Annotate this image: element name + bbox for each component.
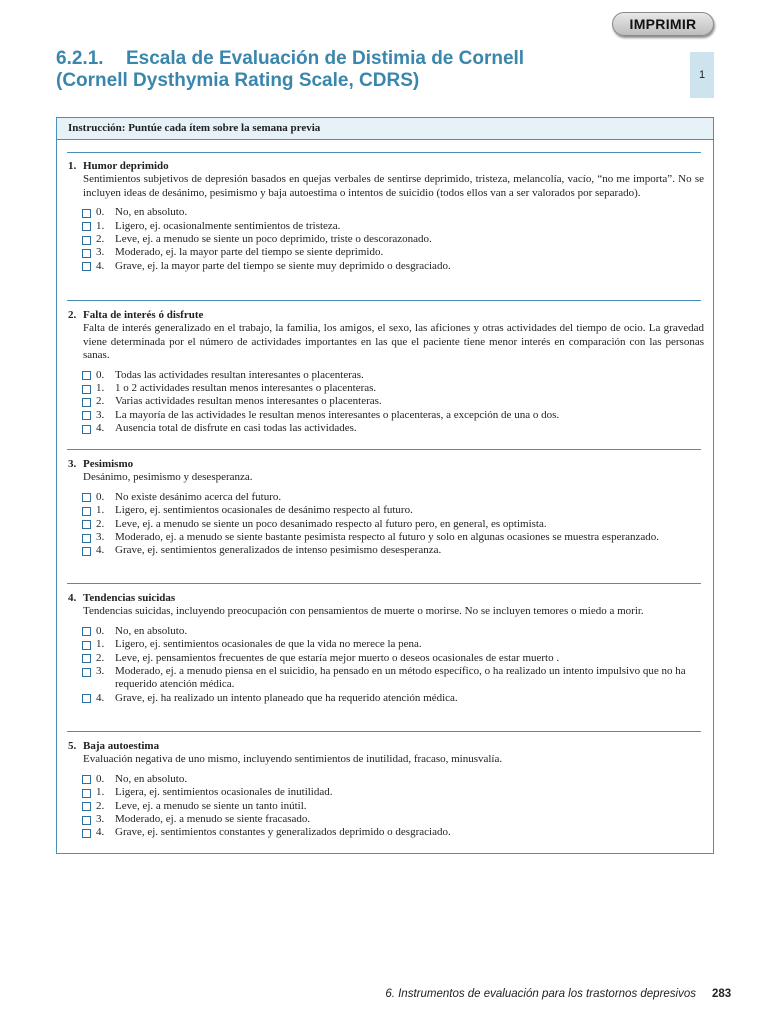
checkbox[interactable] [82, 775, 91, 784]
option-text: Moderado, ej. a menudo se siente bastante pesimista respecto al futuro y solo en algunas ocasiones se muestra esperanzado. [115, 531, 660, 544]
option-row[interactable] [82, 369, 704, 382]
options-list [82, 773, 704, 840]
option-row[interactable] [82, 786, 704, 799]
option-number: 2. [96, 395, 105, 408]
option-text: Ausencia total de disfrute en casi todas las actividades. [115, 422, 357, 435]
item-baja-autoestima [68, 740, 704, 840]
checkbox[interactable] [82, 209, 91, 218]
checkbox[interactable] [82, 816, 91, 825]
option-text: No, en absoluto. [115, 624, 188, 637]
item-description: Falta de interés generalizado en el trabajo, la familia, los amigos, el sexo, las aficiones y otras actividades del tiempo de ocio. La gravedad viene determinada por el número de actividades importantes en las que el paciente tiene menor interés en comparación con las personas sanas. [83, 322, 704, 362]
option-number: 4. [96, 691, 105, 704]
item-heading [68, 160, 704, 173]
item-heading [68, 309, 704, 322]
option-number: 0. [96, 368, 105, 381]
item-description: Tendencias suicidas, incluyendo preocupación con pensamientos de muerte o morirse. No se incluyen temores o miedo a morir. [83, 605, 644, 618]
option-row[interactable] [82, 652, 704, 665]
print-button[interactable]: IMPRIMIR [612, 12, 714, 36]
option-number: 1. [96, 504, 105, 517]
item-pesimismo [68, 458, 704, 558]
option-text: Moderado, ej. a menudo se siente fracasado. [115, 813, 311, 826]
option-row[interactable] [82, 246, 704, 259]
option-row[interactable] [82, 692, 704, 705]
item-description: Desánimo, pesimismo y desesperanza. [83, 471, 253, 484]
option-text: Varias actividades resultan menos interesantes o placenteras. [115, 395, 382, 408]
option-text: Grave, ej. sentimientos generalizados de intenso pesimismo desesperanza. [115, 544, 442, 557]
option-number: 3. [96, 246, 105, 259]
option-row[interactable] [82, 625, 704, 638]
option-row[interactable] [82, 518, 704, 531]
item-title: Falta de interés ó disfrute [83, 309, 204, 321]
option-text: La mayoría de las actividades le resultan menos interesantes o placenteras, a excepción de una o dos. [115, 408, 560, 421]
checkbox[interactable] [82, 789, 91, 798]
page-tab [690, 52, 714, 98]
option-row[interactable] [82, 233, 704, 246]
checkbox[interactable] [82, 222, 91, 231]
option-row[interactable] [82, 422, 704, 435]
item-number: 2. [68, 309, 77, 321]
option-number: 3. [96, 408, 105, 421]
options-list [82, 206, 704, 273]
option-row[interactable] [82, 665, 704, 692]
option-text: Moderado, ej. la mayor parte del tiempo se siente deprimido. [115, 246, 384, 259]
item-description: Evaluación negativa de uno mismo, incluyendo sentimientos de inutilidad, fracaso, minusvalía. [83, 753, 503, 766]
checkbox[interactable] [82, 641, 91, 650]
option-row[interactable] [82, 813, 704, 826]
option-number: 4. [96, 544, 105, 557]
option-row[interactable] [82, 504, 704, 517]
option-text: Todas las actividades resultan interesantes o placenteras. [115, 368, 364, 381]
option-row[interactable] [82, 491, 704, 504]
option-number: 3. [96, 531, 105, 544]
item-humor-deprimido [68, 160, 704, 273]
checkbox[interactable] [82, 236, 91, 245]
option-row[interactable] [82, 544, 704, 557]
page-number: 283 [712, 988, 732, 1000]
option-number: 1. [96, 219, 105, 232]
option-text: Leve, ej. a menudo se siente un tanto inútil. [115, 799, 307, 812]
option-number: 0. [96, 624, 105, 637]
option-row[interactable] [82, 206, 704, 219]
option-text: Ligera, ej. sentimientos ocasionales de inutilidad. [115, 786, 333, 799]
item-number: 3. [68, 458, 77, 470]
option-text: Grave, ej. sentimientos constantes y generalizados deprimido o desgraciado. [115, 826, 451, 839]
checkbox[interactable] [82, 654, 91, 663]
option-text: Grave, ej. ha realizado un intento planeado que ha requerido atención médica. [115, 691, 458, 704]
item-falta-de-interes [68, 309, 704, 436]
option-text: Ligero, ej. ocasionalmente sentimientos de tristeza. [115, 219, 341, 232]
checkbox[interactable] [82, 627, 91, 636]
item-description: Sentimientos subjetivos de depresión basados en quejas verbales de sentirse deprimido, tristeza, melancolía, vacío, “no me importa”. No se incluyen ideas de desánimo, pesimismo y baja autoestima o intentos de suicidio (todos ellos van a ser valorados por separado). [83, 173, 704, 199]
options-list [82, 625, 704, 705]
option-number: 1. [96, 638, 105, 651]
option-text: Leve, ej. a menudo se siente un poco deprimido, triste o descorazonado. [115, 233, 432, 246]
option-text: Ligero, ej. sentimientos ocasionales de desánimo respecto al futuro. [115, 504, 413, 517]
checkbox[interactable] [82, 385, 91, 394]
item-title: Humor deprimido [83, 160, 169, 172]
checkbox[interactable] [82, 249, 91, 258]
option-row[interactable] [82, 773, 704, 786]
checkbox[interactable] [82, 262, 91, 271]
divider [67, 583, 701, 584]
rating-scale-box [56, 117, 714, 854]
title-line-1: Escala de Evaluación de Distimia de Cornell [126, 48, 525, 69]
option-text: No existe desánimo acerca del futuro. [115, 490, 282, 503]
item-number: 4. [68, 592, 77, 604]
option-text: No, en absoluto. [115, 206, 188, 219]
checkbox[interactable] [82, 493, 91, 502]
checkbox[interactable] [82, 802, 91, 811]
item-number: 5. [68, 740, 77, 752]
options-list [82, 369, 704, 436]
checkbox[interactable] [82, 411, 91, 420]
page-title [56, 48, 676, 92]
option-number: 2. [96, 233, 105, 246]
checkbox[interactable] [82, 829, 91, 838]
option-row[interactable] [82, 531, 704, 544]
page-tab-label: 1 [698, 69, 706, 81]
option-number: 0. [96, 206, 105, 219]
checkbox[interactable] [82, 398, 91, 407]
checkbox[interactable] [82, 520, 91, 529]
option-number: 2. [96, 517, 105, 530]
footer-chapter: 6. Instrumentos de evaluación para los trastornos depresivos [385, 988, 696, 1000]
option-text: Leve, ej. a menudo se siente un poco desanimado respecto al futuro pero, en general, es optimista. [115, 517, 547, 530]
divider [67, 731, 701, 732]
divider [67, 300, 701, 301]
checkbox[interactable] [82, 694, 91, 703]
option-row[interactable] [82, 409, 704, 422]
item-title: Pesimismo [83, 458, 134, 470]
item-heading [68, 458, 704, 471]
item-heading [68, 592, 704, 605]
option-number: 0. [96, 772, 105, 785]
item-heading [68, 740, 704, 753]
option-row[interactable] [82, 826, 704, 839]
options-list [82, 491, 704, 558]
option-text: Moderado, ej. a menudo piensa en el suicidio, ha pensado en un método específico, o ha realizado un intento impulsivo que no ha requerido atención médica. [115, 665, 686, 691]
option-row[interactable] [82, 220, 704, 233]
option-number: 4. [96, 826, 105, 839]
divider [67, 449, 701, 450]
instruction-bar: Instrucción: Puntúe cada ítem sobre la semana previa [57, 118, 713, 140]
item-number: 1. [68, 160, 77, 172]
option-number: 4. [96, 422, 105, 435]
option-row[interactable] [82, 382, 704, 395]
option-row[interactable] [82, 800, 704, 813]
checkbox[interactable] [82, 371, 91, 380]
checkbox[interactable] [82, 534, 91, 543]
title-line-2: (Cornell Dysthymia Rating Scale, CDRS) [56, 70, 420, 91]
option-number: 4. [96, 259, 105, 272]
checkbox[interactable] [82, 507, 91, 516]
option-text: 1 o 2 actividades resultan menos interesantes o placenteras. [115, 382, 377, 395]
option-number: 3. [96, 813, 105, 826]
option-text: No, en absoluto. [115, 772, 188, 785]
option-row[interactable] [82, 260, 704, 273]
item-title: Tendencias suicidas [83, 592, 176, 604]
item-title: Baja autoestima [83, 740, 160, 752]
option-row[interactable] [82, 395, 704, 408]
title-number: 6.2.1. [56, 48, 104, 69]
option-number: 1. [96, 786, 105, 799]
option-number: 2. [96, 651, 105, 664]
option-text: Grave, ej. la mayor parte del tiempo se siente muy deprimido o desgraciado. [115, 259, 451, 272]
option-text: Leve, ej. pensamientos frecuentes de que estaría mejor muerto o deseos ocasionales de estar muerto . [115, 651, 560, 664]
option-row[interactable] [82, 638, 704, 651]
checkbox[interactable] [82, 547, 91, 556]
option-number: 2. [96, 799, 105, 812]
checkbox[interactable] [82, 425, 91, 434]
item-tendencias-suicidas [68, 592, 704, 705]
option-number: 1. [96, 382, 105, 395]
checkbox[interactable] [82, 668, 91, 677]
option-text: Ligero, ej. sentimientos ocasionales de que la vida no merece la pena. [115, 638, 422, 651]
option-number: 3. [96, 665, 105, 678]
divider [67, 152, 701, 153]
option-number: 0. [96, 490, 105, 503]
